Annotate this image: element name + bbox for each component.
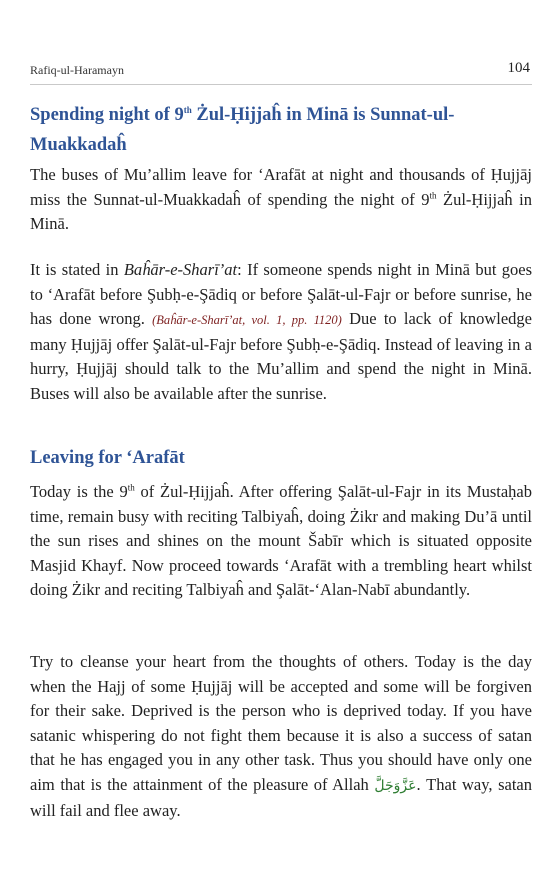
paragraph: Try to cleanse your heart from the thoughts of others. Today is the day when the Hajj of some Ḥujjāj will be accepted and some will be forgiven for their sake. Deprived is the person who is deprived today. If you have satanic whispering do not fight them because it is also a success of satan that he has engaged you in any other task. Thus you should have only one aim that is the attainment of the pleasure of Allah عَزَّوَجَلَّ. That way, satan will fail and flee away. xyxy=(30,652,533,820)
reference-citation: (Baĥār-e-Sharī’at, vol. 1, pp. 1120) xyxy=(152,313,342,327)
paragraph: The buses of Mu’allim leave for ‘Arafāt at night and thousands of Ḥujjāj miss the Sunnat-ul-Muakkadaĥ of spending the night of 9th Żul-Ḥijjaĥ in Minā. xyxy=(30,165,532,233)
page-header xyxy=(30,60,532,85)
page-number: 104 xyxy=(507,60,530,76)
section-heading-minā: Spending night of 9th Żul-Ḥijjaĥ in Minā is Sunnat-ul-Muakkadaĥ xyxy=(30,104,455,155)
arabic-honorific: عَزَّوَجَلَّ xyxy=(374,778,417,794)
paragraph: Today is the 9th of Żul-Ḥijjaĥ. After offering Şalāt-ul-Fajr in its Mustaḥab time, remain busy with reciting Talbiyaĥ, doing Żikr and making Du’ā until the sun rises and shines on the mount Šabīr which is situated opposite Masjid Khayf. Now proceed towards ‘Arafāt with a trembling heart whilst doing Żikr and reciting Talbiyaĥ and Şalāt-‘Alan-Nabī abundantly. xyxy=(30,482,532,599)
section-heading-arafat: Leaving for ‘Arafāt xyxy=(30,448,185,468)
running-title: Rafiq-ul-Haramayn xyxy=(30,63,124,77)
book-title: Baĥār-e-Sharī’at xyxy=(123,260,238,279)
paragraph: It is stated in Baĥār-e-Sharī’at: If someone spends night in Minā but goes to ‘Arafāt before Şubḥ-e-Şādiq or before Şalāt-ul-Fajr or before sunrise, he has done wrong. (Baĥār-e-Sharī’at, vol. 1, pp. 1120) Due to lack of knowledge many Ḥujjāj offer Şalāt-ul-Fajr before Şubḥ-e-Şādiq. Instead of leaving in a hurry, Ḥujjāj should talk to the Mu’allim and spend the night in Minā. Buses will also be available after the sunrise. xyxy=(30,260,533,403)
